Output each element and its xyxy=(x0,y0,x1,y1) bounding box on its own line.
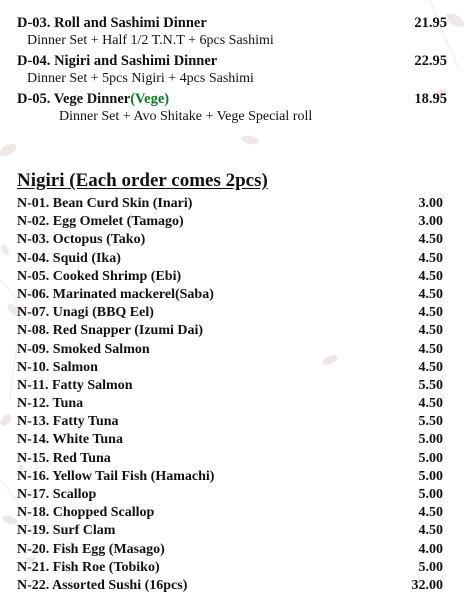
nigiri-item-price: 5.00 xyxy=(418,432,443,448)
nigiri-item xyxy=(17,359,443,377)
nigiri-item-name: Assorted Sushi (16pcs) xyxy=(52,577,188,593)
nigiri-item-label xyxy=(17,450,111,468)
nigiri-item-price: 4.50 xyxy=(418,505,443,521)
nigiri-item-name: Yellow Tail Fish (Hamachi) xyxy=(52,468,215,484)
nigiri-item-label xyxy=(17,431,123,449)
nigiri-item-code: N-21. xyxy=(17,559,50,575)
nigiri-item-name: Marinated mackerel(Saba) xyxy=(52,286,214,302)
nigiri-item-code: N-13. xyxy=(17,414,50,430)
nigiri-item-label xyxy=(17,231,145,249)
nigiri-item-price: 5.00 xyxy=(418,559,443,575)
nigiri-item xyxy=(17,468,443,486)
nigiri-item-label xyxy=(17,304,154,322)
nigiri-section-title: Nigiri (Each order comes 2pcs) xyxy=(17,170,268,191)
nigiri-item-price: 4.50 xyxy=(418,232,443,248)
nigiri-item xyxy=(17,268,443,286)
nigiri-item xyxy=(17,286,443,304)
dinner-item-code: D-03. xyxy=(17,15,51,31)
nigiri-item-code: N-19. xyxy=(17,523,50,539)
nigiri-item-price: 4.50 xyxy=(418,396,443,412)
dinner-item-price: 22.95 xyxy=(414,53,447,69)
nigiri-item-label xyxy=(17,377,133,395)
nigiri-item-label xyxy=(17,395,83,413)
nigiri-item-name: Surf Clam xyxy=(52,523,116,539)
nigiri-item xyxy=(17,377,443,395)
nigiri-item-label xyxy=(17,468,214,486)
nigiri-item-label xyxy=(17,522,115,540)
dinner-item-title xyxy=(17,52,447,70)
nigiri-item-price: 4.00 xyxy=(418,541,443,557)
nigiri-item xyxy=(17,413,443,431)
nigiri-item-code: N-10. xyxy=(17,359,50,375)
nigiri-item-label xyxy=(17,413,119,431)
nigiri-item-name: Unagi (BBQ Eel) xyxy=(52,305,154,321)
nigiri-item-label xyxy=(17,250,121,268)
nigiri-item-name: White Tuna xyxy=(52,432,123,448)
nigiri-item-price: 4.50 xyxy=(418,323,443,339)
nigiri-item-label xyxy=(17,504,154,522)
nigiri-item xyxy=(17,541,443,559)
nigiri-item-label xyxy=(17,195,192,213)
nigiri-item-name: Cooked Shrimp (Ebi) xyxy=(52,268,182,284)
nigiri-item-code: N-07. xyxy=(17,305,50,321)
nigiri-item-label xyxy=(17,322,203,340)
nigiri-item-name: Tuna xyxy=(52,396,84,412)
nigiri-item-code: N-15. xyxy=(17,450,50,466)
nigiri-item-price: 4.50 xyxy=(418,286,443,302)
nigiri-item xyxy=(17,431,443,449)
nigiri-item-label xyxy=(17,559,160,577)
nigiri-item-code: N-08. xyxy=(17,323,50,339)
nigiri-item-code: N-04. xyxy=(17,250,50,266)
nigiri-item-code: N-05. xyxy=(17,268,50,284)
nigiri-item xyxy=(17,504,443,522)
dinner-item-title xyxy=(17,14,447,32)
nigiri-item-price: 4.50 xyxy=(418,523,443,539)
nigiri-item-name: Bean Curd Skin (Inari) xyxy=(52,196,193,211)
nigiri-item-code: N-12. xyxy=(17,396,50,412)
nigiri-item-price: 4.50 xyxy=(418,268,443,284)
nigiri-list xyxy=(17,195,443,595)
nigiri-item-code: N-17. xyxy=(17,487,50,502)
nigiri-item-name: Fatty Tuna xyxy=(52,414,119,430)
dinner-item-d04 xyxy=(17,52,447,87)
nigiri-item-label xyxy=(17,486,96,504)
nigiri-item-name: Red Tuna xyxy=(52,450,111,466)
nigiri-item-code: N-06. xyxy=(17,286,50,302)
nigiri-item-name: Red Snapper (Izumi Dai) xyxy=(52,323,204,339)
nigiri-item xyxy=(17,486,443,504)
nigiri-item-price: 5.50 xyxy=(418,414,443,430)
dinner-item-code: D-04. xyxy=(17,53,51,69)
dinner-item-code: D-05. xyxy=(17,91,51,107)
nigiri-item-name: Fatty Salmon xyxy=(52,377,133,393)
nigiri-item-name: Octopus (Tako) xyxy=(52,232,146,248)
nigiri-item xyxy=(17,522,443,540)
nigiri-item-label xyxy=(17,341,150,359)
nigiri-item xyxy=(17,322,443,340)
nigiri-item-code: N-18. xyxy=(17,505,50,521)
nigiri-item-price: 3.00 xyxy=(418,214,443,230)
dinner-item-description: Dinner Set + Half 1/2 T.N.T + 6pcs Sashimi xyxy=(27,33,274,48)
nigiri-item-name: Scallop xyxy=(52,487,97,502)
nigiri-item-label xyxy=(17,213,184,231)
nigiri-item xyxy=(17,450,443,468)
nigiri-item xyxy=(17,395,443,413)
nigiri-item-name: Fish Egg (Masago) xyxy=(52,541,165,557)
nigiri-item-price: 5.00 xyxy=(418,450,443,466)
nigiri-item-code: N-03. xyxy=(17,232,50,248)
nigiri-item-price: 5.00 xyxy=(418,468,443,484)
nigiri-item-code: N-02. xyxy=(17,214,50,230)
vege-tag: (Vege) xyxy=(130,91,170,107)
nigiri-item-code: N-22. xyxy=(17,577,50,593)
dinner-item-name: Roll and Sashimi Dinner xyxy=(54,15,207,31)
nigiri-item-label xyxy=(17,577,187,595)
nigiri-item-code: N-01. xyxy=(17,196,50,211)
nigiri-item xyxy=(17,231,443,249)
nigiri-item xyxy=(17,195,443,213)
nigiri-item xyxy=(17,213,443,231)
nigiri-item-price: 32.00 xyxy=(411,577,443,593)
nigiri-item xyxy=(17,577,443,595)
dinner-item-name: Nigiri and Sashimi Dinner xyxy=(54,53,218,69)
dinner-item-description: Dinner Set + 5pcs Nigiri + 4pcs Sashimi xyxy=(27,71,254,86)
dinner-item-price: 18.95 xyxy=(414,91,447,107)
nigiri-item-name: Salmon xyxy=(52,359,98,375)
dinner-item-description: Dinner Set + Avo Shitake + Vege Special roll xyxy=(59,109,313,124)
nigiri-item-price: 4.50 xyxy=(418,250,443,266)
nigiri-item-name: Squid (Ika) xyxy=(52,250,121,266)
nigiri-item-price: 4.50 xyxy=(418,341,443,357)
nigiri-item-name: Smoked Salmon xyxy=(52,341,150,357)
nigiri-item-name: Egg Omelet (Tamago) xyxy=(52,214,184,230)
nigiri-item-name: Chopped Scallop xyxy=(52,505,155,521)
nigiri-item-code: N-14. xyxy=(17,432,50,448)
nigiri-item-price: 5.50 xyxy=(418,377,443,393)
dinner-item-d05 xyxy=(17,90,447,125)
nigiri-item xyxy=(17,250,443,268)
nigiri-item-label xyxy=(17,359,98,377)
nigiri-item-code: N-09. xyxy=(17,341,50,357)
dinner-item-price: 21.95 xyxy=(414,15,447,31)
nigiri-item-price: 3.00 xyxy=(418,196,443,211)
nigiri-item-label xyxy=(17,268,181,286)
dinner-item-d03 xyxy=(17,14,447,49)
nigiri-item xyxy=(17,341,443,359)
nigiri-item-code: N-16. xyxy=(17,468,50,484)
nigiri-item xyxy=(17,304,443,322)
dinner-item-title xyxy=(17,90,447,108)
nigiri-item-price: 4.50 xyxy=(418,305,443,321)
nigiri-item-label xyxy=(17,286,214,304)
nigiri-item-price: 4.50 xyxy=(418,359,443,375)
dinner-item-name: Vege Dinner xyxy=(53,91,131,107)
nigiri-item-label xyxy=(17,541,165,559)
nigiri-item-code: N-11. xyxy=(17,377,49,393)
nigiri-item-name: Fish Roe (Tobiko) xyxy=(52,559,160,575)
nigiri-item-price: 5.00 xyxy=(418,487,443,502)
nigiri-item xyxy=(17,559,443,577)
nigiri-item-code: N-20. xyxy=(17,541,50,557)
